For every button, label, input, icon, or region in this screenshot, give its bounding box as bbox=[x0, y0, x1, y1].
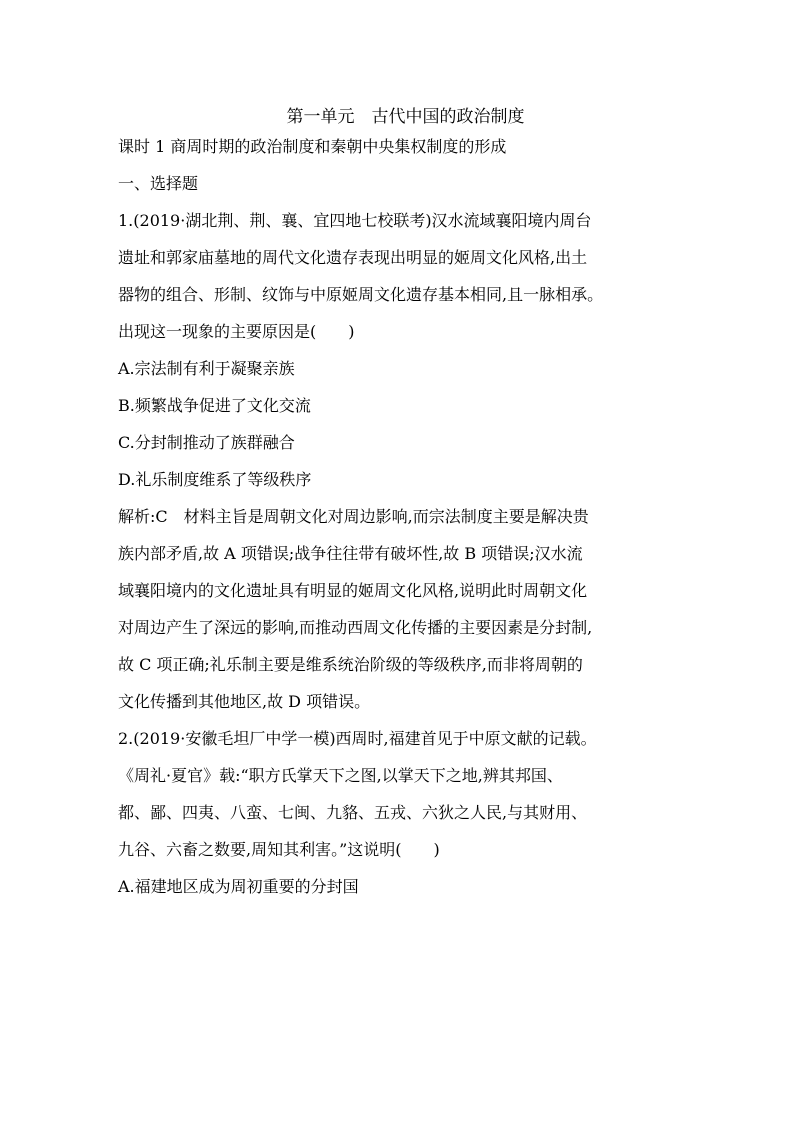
question-1-analysis-line: 故 C 项正确;礼乐制主要是维系统治阶级的等级秩序,而非将周朝的 bbox=[118, 655, 583, 674]
document-page bbox=[118, 104, 693, 911]
question-1-analysis-line: 解析:C 材料主旨是周朝文化对周边影响,而宗法制度主要是解决贵 bbox=[118, 507, 589, 526]
question-1-stem-line: 1.(2019·湖北荆、荆、襄、宜四地七校联考)汉水流域襄阳境内周台 bbox=[118, 211, 592, 230]
section-title: 一、选择题 bbox=[118, 174, 199, 193]
question-2-stem-line: 九谷、六畜之数要,周知其利害。”这说明( ) bbox=[118, 840, 440, 859]
question-1-stem-line: 遗址和郭家庙墓地的周代文化遗存表现出明显的姬周文化风格,出土 bbox=[118, 248, 588, 267]
question-2-stem-line: 《周礼·夏官》载:“职方氏掌天下之图,以掌天下之地,辨其邦国、 bbox=[118, 766, 563, 785]
lesson-title: 课时 1 商周时期的政治制度和秦朝中央集权制度的形成 bbox=[118, 137, 507, 156]
question-1-option-b: B.频繁战争促进了文化交流 bbox=[118, 396, 311, 415]
question-1-analysis-line: 域襄阳境内的文化遗址具有明显的姬周文化风格,说明此时周朝文化 bbox=[118, 581, 588, 600]
question-2-option-a: A.福建地区成为周初重要的分封国 bbox=[118, 877, 359, 896]
question-1-analysis-line: 文化传播到其他地区,故 D 项错误。 bbox=[118, 692, 371, 711]
question-1-stem-line: 器物的组合、形制、纹饰与中原姬周文化遗存基本相同,且一脉相承。 bbox=[118, 285, 604, 304]
question-1-option-d: D.礼乐制度维系了等级秩序 bbox=[118, 470, 312, 489]
question-1-analysis-line: 对周边产生了深远的影响,而推动西周文化传播的主要因素是分封制, bbox=[118, 618, 593, 637]
question-1 bbox=[118, 208, 693, 715]
question-1-option-c: C.分封制推动了族群融合 bbox=[118, 433, 295, 452]
question-2 bbox=[118, 726, 693, 900]
question-1-analysis-line: 族内部矛盾,故 A 项错误;战争往往带有破坏性,故 B 项错误;汉水流 bbox=[118, 544, 583, 563]
question-2-stem-line: 2.(2019·安徽毛坦厂中学一模)西周时,福建首见于中原文献的记载。 bbox=[118, 729, 597, 748]
unit-title: 第一单元 古代中国的政治制度 bbox=[286, 107, 525, 127]
question-1-option-a: A.宗法制有利于凝聚亲族 bbox=[118, 359, 295, 378]
question-2-stem-line: 都、鄙、四夷、八蛮、七闽、九貉、五戎、六狄之人民,与其财用、 bbox=[118, 803, 588, 822]
question-1-stem-line: 出现这一现象的主要原因是( ) bbox=[118, 322, 355, 341]
